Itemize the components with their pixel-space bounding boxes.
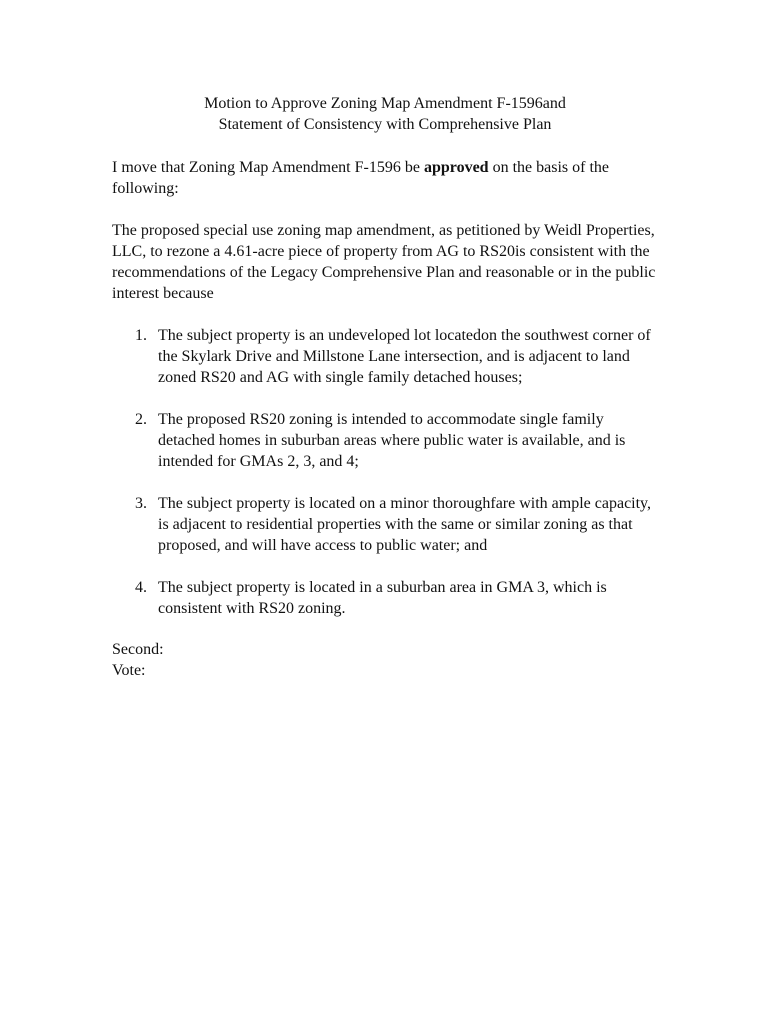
finding-item [112, 325, 658, 388]
document-title [112, 93, 658, 135]
finding-item [112, 493, 658, 556]
finding-number: 4. [135, 579, 147, 596]
intro-paragraph: The proposed special use zoning map amendment, as petitioned by Weidl Properties, LLC, to rezone a 4.61-acre piece of property from AG to RS20is consistent with the recommendations of the Legacy Comprehensive Plan and reasonable or in the public interest because [112, 222, 656, 302]
finding-item [112, 409, 658, 472]
finding-number: 2. [135, 411, 147, 428]
closing-block [112, 639, 658, 681]
vote-label: Vote: [112, 662, 146, 679]
title-line-2: Statement of Consistency with Comprehensive Plan [218, 116, 552, 133]
finding-text: The subject property is located on a minor thoroughfare with ample capacity, is adjacent to residential properties with the same or similar zoning as that proposed, and will have access to public water; and [158, 495, 652, 554]
title-line-1: Motion to Approve Zoning Map Amendment F-1596and [204, 95, 566, 112]
finding-number: 3. [135, 495, 147, 512]
finding-text: The subject property is an undeveloped lot locatedon the southwest corner of the Skylark Drive and Millstone Lane intersection, and is adjacent to land zoned RS20 and AG with single family detached houses; [158, 327, 651, 386]
motion-text-after: on the basis of the following: [112, 159, 609, 197]
finding-number: 1. [135, 327, 147, 344]
finding-item [112, 577, 658, 619]
motion-statement [112, 157, 658, 199]
findings-list [112, 325, 658, 619]
finding-text: The proposed RS20 zoning is intended to accommodate single family detached homes in suburban areas where public water is available, and is intended for GMAs 2, 3, and 4; [158, 411, 626, 470]
second-label: Second: [112, 641, 164, 658]
motion-text-before: I move that Zoning Map Amendment F-1596 be [112, 159, 424, 176]
finding-text: The subject property is located in a suburban area in GMA 3, which is consistent with RS20 zoning. [158, 579, 607, 617]
motion-emphasis: approved [423, 159, 489, 176]
